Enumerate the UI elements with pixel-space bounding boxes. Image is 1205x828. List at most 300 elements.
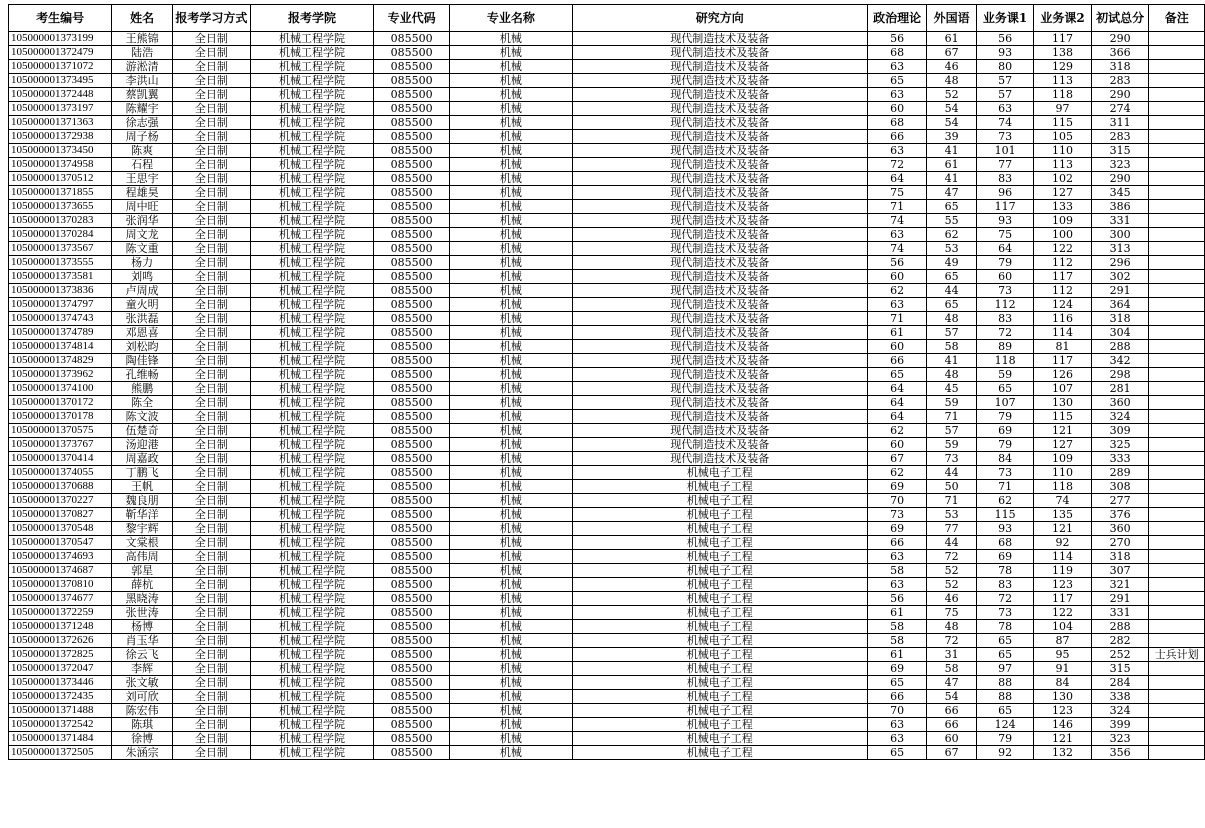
cell-research-direction: 现代制造技术及装备 xyxy=(572,186,867,200)
table-row xyxy=(9,438,1205,452)
cell-foreign-language: 55 xyxy=(927,214,976,228)
table-row xyxy=(9,200,1205,214)
cell-subject-1: 63 xyxy=(976,102,1033,116)
cell-foreign-language: 39 xyxy=(927,130,976,144)
cell-study-mode: 全日制 xyxy=(172,298,250,312)
table-row xyxy=(9,466,1205,480)
cell-subject-1: 71 xyxy=(976,480,1033,494)
cell-major-name: 机械 xyxy=(450,550,573,564)
cell-research-direction: 现代制造技术及装备 xyxy=(572,284,867,298)
cell-remarks xyxy=(1149,214,1205,228)
cell-college: 机械工程学院 xyxy=(250,242,373,256)
cell-subject-1: 83 xyxy=(976,578,1033,592)
cell-remarks xyxy=(1149,144,1205,158)
cell-total-score: 360 xyxy=(1091,522,1149,536)
cell-major-code: 085500 xyxy=(374,242,450,256)
cell-foreign-language: 50 xyxy=(927,480,976,494)
cell-major-code: 085500 xyxy=(374,88,450,102)
cell-college: 机械工程学院 xyxy=(250,676,373,690)
cell-exam-id: 105000001370512 xyxy=(9,172,112,186)
cell-subject-2: 102 xyxy=(1034,172,1091,186)
cell-remarks xyxy=(1149,256,1205,270)
cell-remarks xyxy=(1149,60,1205,74)
cell-total-score: 333 xyxy=(1091,452,1149,466)
cell-subject-2: 118 xyxy=(1034,480,1091,494)
cell-politics: 71 xyxy=(867,200,927,214)
cell-college: 机械工程学院 xyxy=(250,662,373,676)
cell-college: 机械工程学院 xyxy=(250,270,373,284)
cell-college: 机械工程学院 xyxy=(250,480,373,494)
cell-subject-2: 135 xyxy=(1034,508,1091,522)
cell-remarks xyxy=(1149,480,1205,494)
cell-subject-2: 123 xyxy=(1034,578,1091,592)
cell-research-direction: 机械电子工程 xyxy=(572,746,867,760)
cell-exam-id: 105000001374958 xyxy=(9,158,112,172)
cell-subject-2: 130 xyxy=(1034,690,1091,704)
cell-research-direction: 机械电子工程 xyxy=(572,550,867,564)
cell-exam-id: 105000001371488 xyxy=(9,704,112,718)
cell-research-direction: 现代制造技术及装备 xyxy=(572,214,867,228)
cell-exam-id: 105000001372448 xyxy=(9,88,112,102)
cell-foreign-language: 48 xyxy=(927,368,976,382)
cell-total-score: 290 xyxy=(1091,88,1149,102)
cell-exam-id: 105000001370547 xyxy=(9,536,112,550)
cell-college: 机械工程学院 xyxy=(250,312,373,326)
cell-major-code: 085500 xyxy=(374,704,450,718)
cell-foreign-language: 46 xyxy=(927,592,976,606)
cell-research-direction: 现代制造技术及装备 xyxy=(572,382,867,396)
cell-major-name: 机械 xyxy=(450,662,573,676)
cell-study-mode: 全日制 xyxy=(172,536,250,550)
cell-major-name: 机械 xyxy=(450,704,573,718)
cell-remarks xyxy=(1149,620,1205,634)
cell-major-code: 085500 xyxy=(374,158,450,172)
cell-study-mode: 全日制 xyxy=(172,256,250,270)
cell-politics: 64 xyxy=(867,410,927,424)
cell-total-score: 288 xyxy=(1091,340,1149,354)
cell-foreign-language: 44 xyxy=(927,536,976,550)
cell-total-score: 324 xyxy=(1091,704,1149,718)
cell-subject-1: 69 xyxy=(976,424,1033,438)
cell-subject-2: 116 xyxy=(1034,312,1091,326)
cell-college: 机械工程学院 xyxy=(250,340,373,354)
cell-research-direction: 现代制造技术及装备 xyxy=(572,102,867,116)
cell-exam-id: 105000001373450 xyxy=(9,144,112,158)
cell-exam-id: 105000001373962 xyxy=(9,368,112,382)
cell-foreign-language: 67 xyxy=(927,46,976,60)
cell-subject-1: 68 xyxy=(976,536,1033,550)
cell-total-score: 274 xyxy=(1091,102,1149,116)
cell-remarks xyxy=(1149,130,1205,144)
cell-total-score: 290 xyxy=(1091,172,1149,186)
cell-subject-2: 117 xyxy=(1034,592,1091,606)
table-row xyxy=(9,214,1205,228)
cell-study-mode: 全日制 xyxy=(172,326,250,340)
cell-study-mode: 全日制 xyxy=(172,396,250,410)
table-row xyxy=(9,550,1205,564)
cell-study-mode: 全日制 xyxy=(172,592,250,606)
cell-study-mode: 全日制 xyxy=(172,368,250,382)
cell-name: 周子杨 xyxy=(112,130,173,144)
cell-research-direction: 机械电子工程 xyxy=(572,606,867,620)
cell-study-mode: 全日制 xyxy=(172,270,250,284)
table-row xyxy=(9,256,1205,270)
table-row xyxy=(9,242,1205,256)
cell-major-code: 085500 xyxy=(374,32,450,46)
cell-total-score: 364 xyxy=(1091,298,1149,312)
cell-exam-id: 105000001374789 xyxy=(9,326,112,340)
cell-name: 周嘉政 xyxy=(112,452,173,466)
cell-remarks xyxy=(1149,592,1205,606)
cell-name: 陈宏伟 xyxy=(112,704,173,718)
cell-name: 郭星 xyxy=(112,564,173,578)
cell-major-code: 085500 xyxy=(374,60,450,74)
table-row xyxy=(9,158,1205,172)
cell-major-name: 机械 xyxy=(450,116,573,130)
cell-subject-2: 127 xyxy=(1034,438,1091,452)
cell-subject-1: 73 xyxy=(976,466,1033,480)
cell-subject-2: 112 xyxy=(1034,256,1091,270)
cell-exam-id: 105000001371363 xyxy=(9,116,112,130)
header-row xyxy=(9,5,1205,32)
cell-total-score: 291 xyxy=(1091,284,1149,298)
cell-major-code: 085500 xyxy=(374,200,450,214)
cell-name: 李洪山 xyxy=(112,74,173,88)
cell-foreign-language: 57 xyxy=(927,326,976,340)
cell-college: 机械工程学院 xyxy=(250,60,373,74)
cell-foreign-language: 59 xyxy=(927,396,976,410)
cell-subject-1: 73 xyxy=(976,284,1033,298)
cell-total-score: 399 xyxy=(1091,718,1149,732)
cell-subject-1: 60 xyxy=(976,270,1033,284)
cell-name: 陈文波 xyxy=(112,410,173,424)
cell-study-mode: 全日制 xyxy=(172,88,250,102)
cell-study-mode: 全日制 xyxy=(172,60,250,74)
cell-college: 机械工程学院 xyxy=(250,354,373,368)
cell-college: 机械工程学院 xyxy=(250,718,373,732)
cell-politics: 63 xyxy=(867,144,927,158)
cell-research-direction: 现代制造技术及装备 xyxy=(572,312,867,326)
cell-college: 机械工程学院 xyxy=(250,452,373,466)
cell-exam-id: 105000001370284 xyxy=(9,228,112,242)
cell-foreign-language: 44 xyxy=(927,284,976,298)
cell-exam-id: 105000001374743 xyxy=(9,312,112,326)
cell-college: 机械工程学院 xyxy=(250,466,373,480)
cell-name: 陈文重 xyxy=(112,242,173,256)
cell-total-score: 252 xyxy=(1091,648,1149,662)
cell-research-direction: 现代制造技术及装备 xyxy=(572,270,867,284)
cell-foreign-language: 48 xyxy=(927,312,976,326)
cell-foreign-language: 31 xyxy=(927,648,976,662)
table-row xyxy=(9,648,1205,662)
cell-subject-1: 96 xyxy=(976,186,1033,200)
cell-politics: 74 xyxy=(867,242,927,256)
cell-study-mode: 全日制 xyxy=(172,648,250,662)
cell-total-score: 323 xyxy=(1091,158,1149,172)
cell-study-mode: 全日制 xyxy=(172,116,250,130)
cell-politics: 63 xyxy=(867,88,927,102)
cell-remarks xyxy=(1149,704,1205,718)
cell-subject-2: 117 xyxy=(1034,32,1091,46)
cell-remarks xyxy=(1149,172,1205,186)
cell-major-name: 机械 xyxy=(450,606,573,620)
cell-subject-1: 72 xyxy=(976,326,1033,340)
cell-subject-1: 56 xyxy=(976,32,1033,46)
cell-subject-1: 88 xyxy=(976,690,1033,704)
cell-major-code: 085500 xyxy=(374,424,450,438)
table-row xyxy=(9,494,1205,508)
cell-exam-id: 105000001372542 xyxy=(9,718,112,732)
cell-foreign-language: 52 xyxy=(927,88,976,102)
cell-college: 机械工程学院 xyxy=(250,102,373,116)
cell-study-mode: 全日制 xyxy=(172,662,250,676)
cell-major-code: 085500 xyxy=(374,172,450,186)
cell-politics: 63 xyxy=(867,550,927,564)
cell-exam-id: 105000001371484 xyxy=(9,732,112,746)
cell-foreign-language: 53 xyxy=(927,508,976,522)
cell-subject-1: 79 xyxy=(976,732,1033,746)
cell-study-mode: 全日制 xyxy=(172,228,250,242)
cell-exam-id: 105000001374055 xyxy=(9,466,112,480)
cell-major-name: 机械 xyxy=(450,74,573,88)
cell-remarks xyxy=(1149,550,1205,564)
cell-major-code: 085500 xyxy=(374,256,450,270)
table-row xyxy=(9,340,1205,354)
cell-major-name: 机械 xyxy=(450,186,573,200)
cell-research-direction: 现代制造技术及装备 xyxy=(572,242,867,256)
cell-politics: 65 xyxy=(867,74,927,88)
cell-foreign-language: 71 xyxy=(927,410,976,424)
cell-subject-2: 130 xyxy=(1034,396,1091,410)
cell-research-direction: 现代制造技术及装备 xyxy=(572,298,867,312)
table-row xyxy=(9,536,1205,550)
cell-major-name: 机械 xyxy=(450,130,573,144)
cell-exam-id: 105000001373655 xyxy=(9,200,112,214)
cell-major-code: 085500 xyxy=(374,508,450,522)
cell-politics: 60 xyxy=(867,340,927,354)
cell-study-mode: 全日制 xyxy=(172,172,250,186)
cell-college: 机械工程学院 xyxy=(250,550,373,564)
cell-major-name: 机械 xyxy=(450,326,573,340)
cell-study-mode: 全日制 xyxy=(172,130,250,144)
cell-major-name: 机械 xyxy=(450,578,573,592)
cell-major-code: 085500 xyxy=(374,452,450,466)
cell-study-mode: 全日制 xyxy=(172,704,250,718)
cell-major-name: 机械 xyxy=(450,242,573,256)
cell-name: 靳华洋 xyxy=(112,508,173,522)
cell-name: 王思宇 xyxy=(112,172,173,186)
cell-total-score: 325 xyxy=(1091,438,1149,452)
table-row xyxy=(9,522,1205,536)
cell-politics: 60 xyxy=(867,102,927,116)
table-body xyxy=(9,32,1205,760)
cell-politics: 63 xyxy=(867,718,927,732)
cell-name: 王帆 xyxy=(112,480,173,494)
cell-subject-2: 121 xyxy=(1034,522,1091,536)
cell-remarks xyxy=(1149,326,1205,340)
cell-subject-1: 101 xyxy=(976,144,1033,158)
cell-subject-1: 93 xyxy=(976,46,1033,60)
cell-major-name: 机械 xyxy=(450,46,573,60)
cell-name: 薛杭 xyxy=(112,578,173,592)
cell-major-name: 机械 xyxy=(450,732,573,746)
cell-foreign-language: 65 xyxy=(927,200,976,214)
cell-subject-1: 92 xyxy=(976,746,1033,760)
cell-major-name: 机械 xyxy=(450,60,573,74)
cell-research-direction: 机械电子工程 xyxy=(572,536,867,550)
cell-total-score: 270 xyxy=(1091,536,1149,550)
cell-politics: 66 xyxy=(867,354,927,368)
cell-total-score: 338 xyxy=(1091,690,1149,704)
cell-total-score: 376 xyxy=(1091,508,1149,522)
cell-exam-id: 105000001370827 xyxy=(9,508,112,522)
cell-name: 张世涛 xyxy=(112,606,173,620)
cell-major-name: 机械 xyxy=(450,200,573,214)
cell-major-name: 机械 xyxy=(450,382,573,396)
cell-research-direction: 机械电子工程 xyxy=(572,662,867,676)
table-row xyxy=(9,270,1205,284)
cell-research-direction: 现代制造技术及装备 xyxy=(572,396,867,410)
cell-major-code: 085500 xyxy=(374,186,450,200)
cell-major-name: 机械 xyxy=(450,522,573,536)
cell-major-code: 085500 xyxy=(374,116,450,130)
cell-name: 丁鹏飞 xyxy=(112,466,173,480)
cell-college: 机械工程学院 xyxy=(250,382,373,396)
cell-major-code: 085500 xyxy=(374,466,450,480)
table-row xyxy=(9,326,1205,340)
cell-research-direction: 现代制造技术及装备 xyxy=(572,46,867,60)
cell-total-score: 315 xyxy=(1091,662,1149,676)
cell-college: 机械工程学院 xyxy=(250,732,373,746)
cell-major-code: 085500 xyxy=(374,228,450,242)
cell-major-code: 085500 xyxy=(374,144,450,158)
cell-name: 黎宇辉 xyxy=(112,522,173,536)
cell-subject-1: 124 xyxy=(976,718,1033,732)
cell-subject-1: 73 xyxy=(976,130,1033,144)
cell-college: 机械工程学院 xyxy=(250,564,373,578)
table-row xyxy=(9,452,1205,466)
cell-study-mode: 全日制 xyxy=(172,690,250,704)
cell-total-score: 309 xyxy=(1091,424,1149,438)
cell-exam-id: 105000001373197 xyxy=(9,102,112,116)
table-row xyxy=(9,746,1205,760)
table-row xyxy=(9,186,1205,200)
cell-subject-2: 115 xyxy=(1034,410,1091,424)
cell-exam-id: 105000001371855 xyxy=(9,186,112,200)
cell-politics: 66 xyxy=(867,130,927,144)
cell-subject-2: 109 xyxy=(1034,214,1091,228)
table-row xyxy=(9,298,1205,312)
table-row xyxy=(9,704,1205,718)
cell-study-mode: 全日制 xyxy=(172,522,250,536)
cell-politics: 65 xyxy=(867,368,927,382)
cell-total-score: 284 xyxy=(1091,676,1149,690)
cell-politics: 60 xyxy=(867,438,927,452)
cell-politics: 63 xyxy=(867,298,927,312)
cell-name: 徐云飞 xyxy=(112,648,173,662)
cell-foreign-language: 75 xyxy=(927,606,976,620)
cell-remarks xyxy=(1149,564,1205,578)
cell-major-name: 机械 xyxy=(450,214,573,228)
cell-exam-id: 105000001373567 xyxy=(9,242,112,256)
header-subject-1: 业务课1 xyxy=(976,5,1033,32)
cell-major-code: 085500 xyxy=(374,74,450,88)
cell-remarks xyxy=(1149,522,1205,536)
cell-college: 机械工程学院 xyxy=(250,130,373,144)
cell-name: 徐博 xyxy=(112,732,173,746)
cell-foreign-language: 73 xyxy=(927,452,976,466)
cell-study-mode: 全日制 xyxy=(172,46,250,60)
cell-exam-id: 105000001374693 xyxy=(9,550,112,564)
cell-remarks xyxy=(1149,466,1205,480)
cell-remarks xyxy=(1149,508,1205,522)
header-college: 报考学院 xyxy=(250,5,373,32)
cell-name: 熊鹏 xyxy=(112,382,173,396)
cell-major-name: 机械 xyxy=(450,480,573,494)
cell-politics: 70 xyxy=(867,494,927,508)
table-row xyxy=(9,88,1205,102)
cell-foreign-language: 53 xyxy=(927,242,976,256)
cell-research-direction: 现代制造技术及装备 xyxy=(572,354,867,368)
cell-remarks xyxy=(1149,634,1205,648)
cell-college: 机械工程学院 xyxy=(250,620,373,634)
table-row xyxy=(9,228,1205,242)
cell-subject-1: 57 xyxy=(976,74,1033,88)
cell-major-name: 机械 xyxy=(450,88,573,102)
cell-major-code: 085500 xyxy=(374,522,450,536)
cell-major-code: 085500 xyxy=(374,606,450,620)
cell-total-score: 342 xyxy=(1091,354,1149,368)
cell-subject-2: 87 xyxy=(1034,634,1091,648)
cell-major-name: 机械 xyxy=(450,270,573,284)
cell-name: 肖玉华 xyxy=(112,634,173,648)
cell-name: 文棠根 xyxy=(112,536,173,550)
cell-total-score: 290 xyxy=(1091,32,1149,46)
cell-exam-id: 105000001373767 xyxy=(9,438,112,452)
cell-total-score: 298 xyxy=(1091,368,1149,382)
cell-remarks xyxy=(1149,382,1205,396)
cell-subject-2: 104 xyxy=(1034,620,1091,634)
cell-subject-2: 122 xyxy=(1034,606,1091,620)
table-row xyxy=(9,102,1205,116)
cell-politics: 72 xyxy=(867,158,927,172)
cell-subject-1: 65 xyxy=(976,634,1033,648)
cell-name: 孔维畅 xyxy=(112,368,173,382)
cell-study-mode: 全日制 xyxy=(172,242,250,256)
cell-major-name: 机械 xyxy=(450,424,573,438)
cell-total-score: 321 xyxy=(1091,578,1149,592)
cell-subject-1: 83 xyxy=(976,172,1033,186)
cell-subject-1: 79 xyxy=(976,438,1033,452)
cell-research-direction: 机械电子工程 xyxy=(572,522,867,536)
cell-remarks: 士兵计划 xyxy=(1149,648,1205,662)
cell-research-direction: 机械电子工程 xyxy=(572,648,867,662)
cell-exam-id: 105000001370178 xyxy=(9,410,112,424)
cell-research-direction: 现代制造技术及装备 xyxy=(572,256,867,270)
cell-subject-2: 114 xyxy=(1034,550,1091,564)
cell-major-code: 085500 xyxy=(374,326,450,340)
table-row xyxy=(9,74,1205,88)
cell-research-direction: 机械电子工程 xyxy=(572,480,867,494)
cell-study-mode: 全日制 xyxy=(172,564,250,578)
cell-college: 机械工程学院 xyxy=(250,424,373,438)
cell-foreign-language: 41 xyxy=(927,144,976,158)
cell-politics: 58 xyxy=(867,564,927,578)
cell-subject-1: 83 xyxy=(976,312,1033,326)
cell-name: 黑晓涛 xyxy=(112,592,173,606)
cell-research-direction: 现代制造技术及装备 xyxy=(572,130,867,144)
cell-remarks xyxy=(1149,298,1205,312)
